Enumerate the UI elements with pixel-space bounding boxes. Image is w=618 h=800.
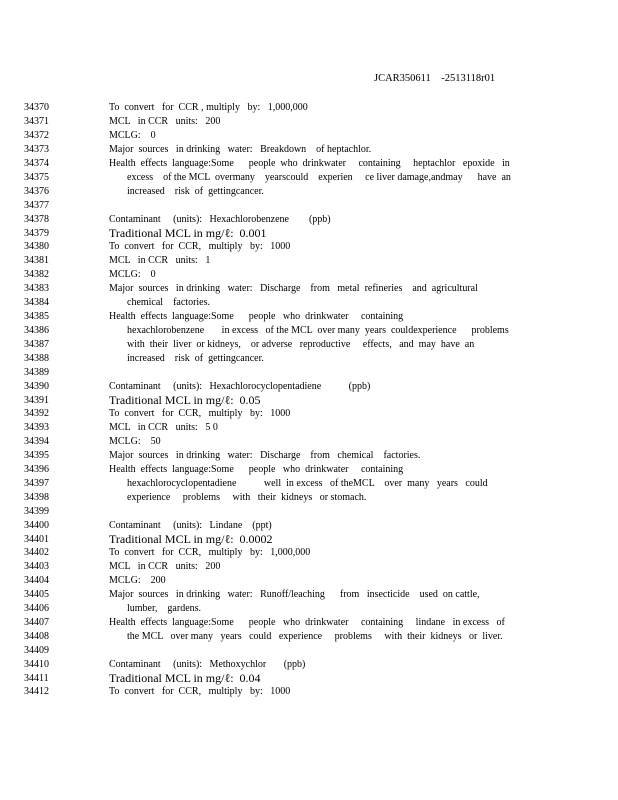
line-text: hexachlorocyclopentadiene well in excess of theMCL over many years could	[127, 478, 488, 489]
line-number: 34412	[24, 686, 49, 697]
line-text: To convert for CCR, multiply by: 1000	[109, 686, 291, 697]
line-text: MCL in CCR units: 200	[109, 116, 221, 127]
document-line	[0, 129, 618, 143]
line-text: experience problems with their kidneys or stomach.	[127, 492, 367, 503]
numbered-line-list	[0, 101, 618, 699]
line-number: 34382	[24, 269, 49, 280]
traditional-mcl-line: Traditional MCL in mg/ℓ: 0.001	[109, 226, 267, 240]
line-text: with their liver or kidneys, or adverse reproductive effects, and may have an	[127, 339, 475, 350]
document-line	[0, 658, 618, 672]
line-text: MCL in CCR units: 1	[109, 255, 211, 266]
line-number: 34385	[24, 311, 49, 322]
line-number: 34393	[24, 422, 49, 433]
document-line	[0, 115, 618, 129]
line-number: 34381	[24, 255, 49, 266]
line-number: 34388	[24, 353, 49, 364]
document-line	[0, 366, 618, 380]
line-text: Contaminant (units): Hexachlorobenzene (ppb)	[109, 214, 331, 225]
line-text: the MCL over many years could experience problems with their kidneys or liver.	[127, 631, 503, 642]
document-line	[0, 546, 618, 560]
document-line	[0, 213, 618, 227]
line-text: To convert for CCR, multiply by: 1,000,000	[109, 547, 311, 558]
line-text: MCLG: 200	[109, 575, 166, 586]
line-number: 34411	[24, 673, 49, 684]
line-text: To convert for CCR, multiply by: 1000	[109, 241, 291, 252]
line-number: 34396	[24, 464, 49, 475]
document-line	[0, 616, 618, 630]
document-line	[0, 421, 618, 435]
line-number: 34384	[24, 297, 49, 308]
line-text: chemical factories.	[127, 297, 211, 308]
line-number: 34376	[24, 186, 49, 197]
document-line	[0, 630, 618, 644]
document-line	[0, 254, 618, 268]
line-text: Health effects language:Some people who drinkwater containing	[109, 464, 404, 475]
line-number: 34402	[24, 547, 49, 558]
document-line	[0, 533, 618, 546]
line-number: 34407	[24, 617, 49, 628]
line-text: Health effects language:Some people who drinkwater containing heptachlor epoxide in	[109, 158, 510, 169]
traditional-mcl-line: Traditional MCL in mg/ℓ: 0.05	[109, 393, 261, 407]
line-text: Contaminant (units): Hexachlorocyclopentadiene (ppb)	[109, 381, 371, 392]
document-line	[0, 519, 618, 533]
document-line	[0, 685, 618, 699]
line-number: 34387	[24, 339, 49, 350]
line-number: 34374	[24, 158, 49, 169]
document-line	[0, 282, 618, 296]
line-number: 34389	[24, 367, 49, 378]
line-number: 34408	[24, 631, 49, 642]
document-line	[0, 380, 618, 394]
line-number: 34394	[24, 436, 49, 447]
document-line	[0, 588, 618, 602]
line-number: 34392	[24, 408, 49, 419]
document-line	[0, 449, 618, 463]
line-text: MCLG: 50	[109, 436, 161, 447]
document-line	[0, 477, 618, 491]
line-number: 34401	[24, 534, 49, 545]
line-number: 34386	[24, 325, 49, 336]
line-number: 34373	[24, 144, 49, 155]
line-number: 34379	[24, 228, 49, 239]
line-text: lumber, gardens.	[127, 603, 202, 614]
document-line	[0, 338, 618, 352]
line-number: 34410	[24, 659, 49, 670]
document-line	[0, 199, 618, 213]
line-text: Major sources in drinking water: Breakdown of heptachlor.	[109, 144, 372, 155]
document-id-header: JCAR350611 -2513118r01	[374, 73, 496, 84]
document-line	[0, 435, 618, 449]
document-line	[0, 407, 618, 421]
line-number: 34403	[24, 561, 49, 572]
document-line	[0, 672, 618, 685]
document-line	[0, 491, 618, 505]
document-line	[0, 157, 618, 171]
line-number: 34370	[24, 102, 49, 113]
line-number: 34404	[24, 575, 49, 586]
document-line	[0, 296, 618, 310]
document-line	[0, 505, 618, 519]
line-text: MCLG: 0	[109, 269, 156, 280]
document-line	[0, 310, 618, 324]
line-text: Major sources in drinking water: Runoff/leaching from insecticide used on cattle,	[109, 589, 480, 600]
line-text: MCL in CCR units: 5 0	[109, 422, 218, 433]
document-line	[0, 101, 618, 115]
line-text: Health effects language:Some people who drinkwater containing lindane in excess of	[109, 617, 505, 628]
document-line	[0, 240, 618, 254]
line-text: Health effects language:Some people who drinkwater containing	[109, 311, 404, 322]
line-number: 34405	[24, 589, 49, 600]
document-line	[0, 324, 618, 338]
line-text: MCL in CCR units: 200	[109, 561, 221, 572]
line-number: 34378	[24, 214, 49, 225]
line-number: 34399	[24, 506, 49, 517]
document-line	[0, 644, 618, 658]
line-number: 34390	[24, 381, 49, 392]
line-number: 34400	[24, 520, 49, 531]
line-text: MCLG: 0	[109, 130, 156, 141]
document-line	[0, 463, 618, 477]
document-line	[0, 560, 618, 574]
line-text: Major sources in drinking water: Discharge from metal refineries and agricultural	[109, 283, 478, 294]
line-text: Contaminant (units): Methoxychlor (ppb)	[109, 659, 306, 670]
line-text: excess of the MCL overmany yearscould experien ce liver damage,andmay have an	[127, 172, 511, 183]
line-number: 34377	[24, 200, 49, 211]
line-number: 34375	[24, 172, 49, 183]
line-number: 34383	[24, 283, 49, 294]
line-text: increased risk of gettingcancer.	[127, 186, 264, 197]
line-number: 34397	[24, 478, 49, 489]
document-line	[0, 574, 618, 588]
traditional-mcl-line: Traditional MCL in mg/ℓ: 0.04	[109, 671, 261, 685]
line-text: Major sources in drinking water: Discharge from chemical factories.	[109, 450, 421, 461]
document-line	[0, 227, 618, 240]
line-text: To convert for CCR , multiply by: 1,000,000	[109, 102, 308, 113]
document-line	[0, 394, 618, 407]
line-number: 34372	[24, 130, 49, 141]
line-number: 34371	[24, 116, 49, 127]
document-line	[0, 268, 618, 282]
line-number: 34391	[24, 395, 49, 406]
line-number: 34380	[24, 241, 49, 252]
document-line	[0, 352, 618, 366]
line-text: hexachlorobenzene in excess of the MCL over many years couldexperience problems	[127, 325, 509, 336]
document-line	[0, 602, 618, 616]
line-number: 34409	[24, 645, 49, 656]
line-text: To convert for CCR, multiply by: 1000	[109, 408, 291, 419]
line-number: 34406	[24, 603, 49, 614]
line-text: Contaminant (units): Lindane (ppt)	[109, 520, 272, 531]
document-line	[0, 143, 618, 157]
line-number: 34395	[24, 450, 49, 461]
document-line	[0, 185, 618, 199]
line-text: increased risk of gettingcancer.	[127, 353, 264, 364]
document-line	[0, 171, 618, 185]
traditional-mcl-line: Traditional MCL in mg/ℓ: 0.0002	[109, 532, 273, 546]
line-number: 34398	[24, 492, 49, 503]
